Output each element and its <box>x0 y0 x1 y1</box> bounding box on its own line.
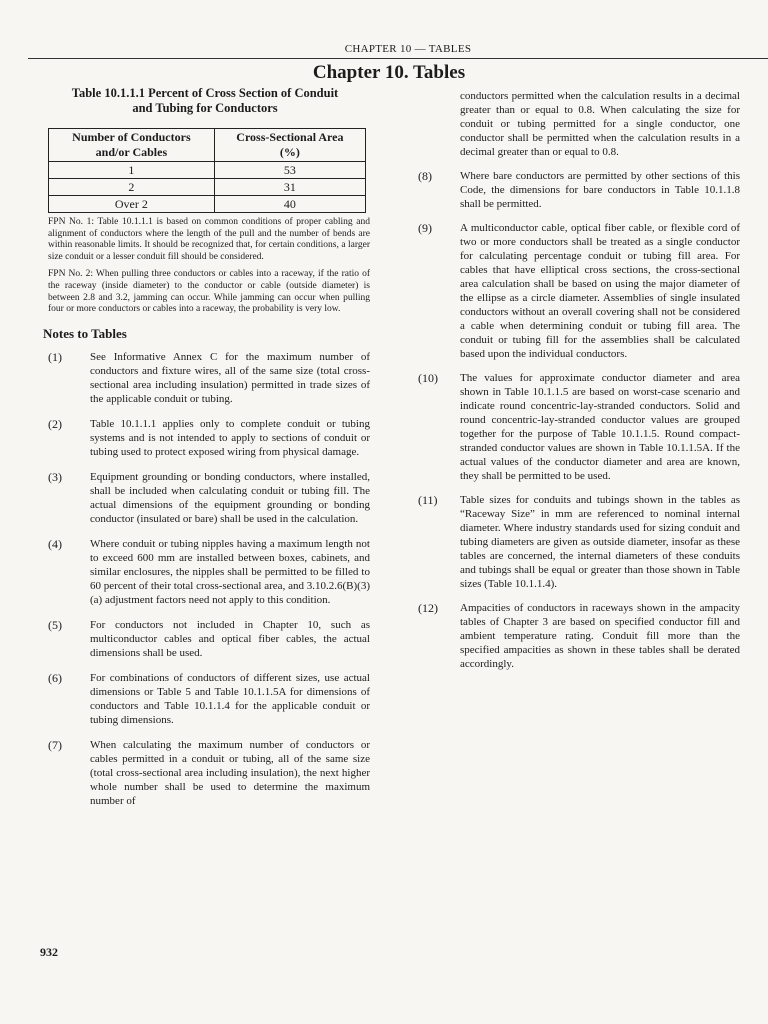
note-text: Where bare conductors are permitted by other sections of this Code, the dimensions for bare conductors in Table 10.1.1.8 shall be permitted. <box>460 170 740 210</box>
cell-area: 31 <box>214 179 365 196</box>
note-text: A multiconductor cable, optical fiber cable, or flexible cord of two or more conductors shall be treated as a single conductor for calculating percentage conduit or tubing fill area. For cables that have elliptical cross sections, the cross-sectional area calculation shall be based on using the major diameter of the ellipse as a circle diameter. Assemblies of single insulated conductors without an overall covering shall not be considered a cable when determining conduit or tubing fill area. The conduit or tubing fill for the assemblies shall be calculated based upon the individual conductors. <box>460 222 740 360</box>
note-number: (12) <box>418 601 438 615</box>
cell-conductors: 2 <box>49 179 215 196</box>
note-1 <box>40 350 370 406</box>
note-number: (3) <box>48 469 62 484</box>
note-8 <box>418 169 740 211</box>
note-5 <box>40 618 370 660</box>
note-text: When calculating the maximum number of conductors or cables permitted in a conduit or tubing, all of the same size (total cross-sectional area including insulation), the next higher whole number shall be used to determine the maximum number of <box>90 738 370 807</box>
header-rule <box>28 58 768 59</box>
note-10 <box>418 371 740 483</box>
table-row <box>49 196 366 213</box>
table-row <box>49 179 366 196</box>
fpn-note-1: FPN No. 1: Table 10.1.1.1 is based on common conditions of proper cabling and alignment of conductors where the length of the pull and the number of bends are within reasonable limits. It should be recognized that, for certain conditions, a larger size conduit or a lesser conduit fill should be considered. <box>48 217 370 262</box>
note-3 <box>40 470 370 526</box>
col-header-area: Cross-Sectional Area (%) <box>214 129 365 162</box>
note-number: (6) <box>48 670 62 685</box>
notes-heading: Notes to Tables <box>43 325 127 341</box>
note-number: (4) <box>48 536 62 551</box>
conduit-fill-table <box>48 128 366 213</box>
note-4 <box>40 537 370 607</box>
note-12 <box>418 601 740 671</box>
table-header-row <box>49 129 366 162</box>
right-column <box>418 89 740 681</box>
note-7-continuation: conductors permitted when the calculation results in a decimal greater than or equal to 0.8. When calculating the size for conduit or tubing permitted for a single conductor, one conductor shall be permitted when the calculation results in a decimal greater than or equal to 0.8. <box>460 90 740 158</box>
left-column <box>40 86 370 819</box>
note-text: Where conduit or tubing nipples having a maximum length not to exceed 600 mm are installed between boxes, cabinets, and similar enclosures, the nipples shall be permitted to be filled to 60 percent of their total cross-sectional area, and 3.10.2.6(B)(3)(a) adjustment factors need not apply to this condition. <box>90 537 370 606</box>
cell-area: 53 <box>214 162 365 179</box>
note-text: For conductors not included in Chapter 10, such as multiconductor cables and optical fiber cables, the actual dimensions shall be used. <box>90 618 370 659</box>
note-number: (11) <box>418 493 438 507</box>
cell-conductors: Over 2 <box>49 196 215 213</box>
note-number: (1) <box>48 349 62 364</box>
note-text: Table 10.1.1.1 applies only to complete conduit or tubing systems and is not intended to apply to sections of conduit or tubing used to protect exposed wiring from physical damage. <box>90 417 370 458</box>
note-11 <box>418 493 740 591</box>
note-number: (9) <box>418 221 432 235</box>
note-number: (5) <box>48 617 62 632</box>
col-header-conductors: Number of Conductors and/or Cables <box>49 129 215 162</box>
fpn-note-2: FPN No. 2: When pulling three conductors or cables into a raceway, if the ratio of the raceway (inside diameter) to the conductor or cable (outside diameter) is between 2.8 and 3.2, jamming can occur. While jamming can occur when pulling four or more conductors or cables into a raceway, the probability is very low. <box>48 269 370 315</box>
note-text: Ampacities of conductors in raceways shown in the ampacity tables of Chapter 3 are based on specified conductor fill and ambient temperature rating. Conduit fill more than the specified ampacities as shown in these tables shall be derated accordingly. <box>460 602 740 670</box>
cell-area: 40 <box>214 196 365 213</box>
note-text: For combinations of conductors of different sizes, use actual dimensions or Table 5 and Table 10.1.1.5A for dimensions of conductors and Table 10.1.1.4 for the applicable conduit or tubing dimensions. <box>90 671 370 726</box>
note-9 <box>418 221 740 361</box>
page-number: 932 <box>40 945 58 959</box>
note-number: (2) <box>48 416 62 431</box>
note-6 <box>40 671 370 727</box>
note-text: See Informative Annex C for the maximum number of conductors and fixture wires, all of the same size (total cross-sectional area including insulation) permitted in trade sizes of the applicable conduit or tubing. <box>90 350 370 405</box>
note-number: (7) <box>48 737 62 752</box>
chapter-title: Chapter 10. Tables <box>312 62 466 83</box>
table-row <box>49 162 366 179</box>
cell-conductors: 1 <box>49 162 215 179</box>
note-number: (8) <box>418 169 432 183</box>
note-2 <box>40 417 370 459</box>
note-text: Equipment grounding or bonding conductors, where installed, shall be included when calculating conduit or tubing fill. The actual dimensions of the equipment grounding or bonding conductor (insulated or bare) shall be used in the calculation. <box>90 470 370 525</box>
note-text: The values for approximate conductor diameter and area shown in Table 10.1.1.5 are based on worst-case scenario and indicate round concentric-lay-stranded conductors. Solid and round concentric-lay-stranded conductor values are grouped together for the purpose of Table 10.1.1.5. Round compact-stranded conductor values are shown in Table 10.1.1.5A. If the actual values of the conductor diameter and area are known, they shall be permitted to be used. <box>460 372 740 482</box>
note-number: (10) <box>418 371 438 385</box>
note-7 <box>40 738 370 808</box>
running-head: CHAPTER 10 — TABLES <box>344 43 472 55</box>
table-title: Table 10.1.1.1 Percent of Cross Section of Conduit and Tubing for Conductors <box>71 86 339 115</box>
note-text: Table sizes for conduits and tubings shown in the tables as “Raceway Size” in mm are referenced to nominal internal diameter. Where industry standards used for sizing conduit and tubing diameters are given as outside diameter, insofar as these tables are concerned, the internal diameters of these conduits and tubings shall be equal or greater than those shown in Table sizes (Table 10.1.1.4). <box>460 494 740 590</box>
